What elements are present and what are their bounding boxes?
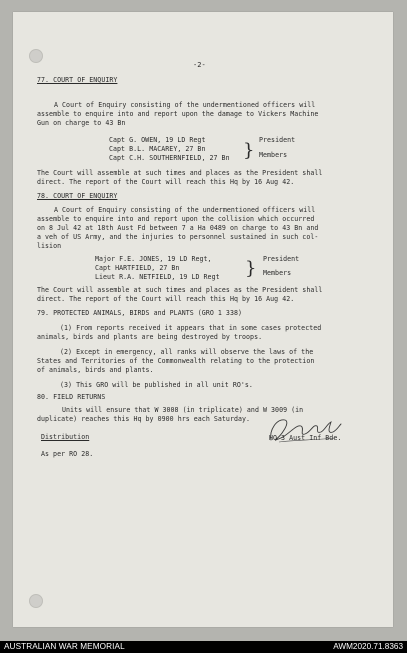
accession-number: AWM2020.71.8363 [333, 642, 403, 651]
role-members: Members [259, 151, 288, 159]
body-line: assemble to enquire into and report upon the damage to Vickers Machine [37, 110, 319, 118]
brace-mark: } [243, 140, 255, 161]
member-line: Lieut R.A. NETFIELD, 19 LD Regt [95, 273, 220, 281]
caption-bar [0, 641, 407, 653]
body-line: lision [37, 242, 62, 250]
signature-block: HQ 3 Aust Inf Bde. [269, 434, 342, 442]
body-line: The Court will assemble at such times and places as the President shall [37, 286, 323, 294]
body-line: A Court of Enquiry consisting of the undermentioned officers will [54, 206, 316, 214]
body-line: The Court will assemble at such times and places as the President shall [37, 169, 323, 177]
institution-name: AUSTRALIAN WAR MEMORIAL [4, 642, 125, 651]
body-line: a veh of US Army, and the injuries to personnel sustained in such col- [37, 233, 319, 241]
distribution-label: Distribution [41, 433, 90, 441]
punch-hole [29, 594, 43, 608]
member-line: Capt HARTFIELD, 27 Bn [95, 264, 180, 272]
member-line: Major F.E. JONES, 19 LD Regt, [95, 255, 212, 263]
body-line: Gun on charge to 43 Bn [37, 119, 126, 127]
body-line: duplicate) reaches this Hq by 0900 hrs each Saturday. [37, 415, 251, 423]
heading-field-returns: 80. FIELD RETURNS [37, 393, 106, 401]
body-line: States and Territories of the Commonwealth relating to the protection [37, 357, 315, 365]
heading-court-of-enquiry-77: 77. COURT OF ENQUIRY [37, 76, 118, 84]
member-line: Capt G. OWEN, 19 LD Regt [109, 136, 206, 144]
punch-hole [29, 49, 43, 63]
body-line: Units will ensure that W 3008 (in triplicate) and W 3009 (in [62, 406, 304, 414]
body-line: assemble to enquire into and report upon the collision which occurred [37, 215, 315, 223]
heading-text: 79. PROTECTED ANIMALS, BIRDS and PLANTS (GRO 1 338) [37, 309, 243, 317]
role-president: President [263, 255, 300, 263]
body-line: of animals, birds and plants. [37, 366, 154, 374]
body-line: (1) From reports received it appears that in some cases protected [60, 324, 322, 332]
member-line: Capt B.L. MACAREY, 27 Bn [109, 145, 206, 153]
body-line: (2) Except in emergency, all ranks will observe the laws of the [60, 348, 314, 356]
body-line: direct. The report of the Court will reach this Hq by 16 Aug 42. [37, 295, 295, 303]
body-line: on 8 Jul 42 at 18th Aust Fd between 7 a Ha 0489 on charge to 43 Bn and [37, 224, 319, 232]
brace-mark: } [245, 258, 257, 279]
member-line: Capt C.H. SOUTHERNFIELD, 27 Bn [109, 154, 230, 162]
document-page [13, 12, 393, 627]
body-line: direct. The report of the Court will reach this Hq by 16 Aug 42. [37, 178, 295, 186]
heading-protected-animals [37, 310, 242, 317]
body-line: A Court of Enquiry consisting of the undermentioned officers will [54, 101, 316, 109]
body-line: (3) This GRO will be published in all unit RO's. [60, 381, 253, 389]
heading-court-of-enquiry-78: 78. COURT OF ENQUIRY [37, 192, 118, 200]
body-line: animals, birds and plants are being destroyed by troops. [37, 333, 263, 341]
page-number: -2- [193, 61, 206, 69]
role-president: President [259, 136, 296, 144]
handwritten-signature [265, 410, 345, 448]
distribution-value: As per RO 28. [41, 450, 94, 458]
role-members: Members [263, 269, 292, 277]
